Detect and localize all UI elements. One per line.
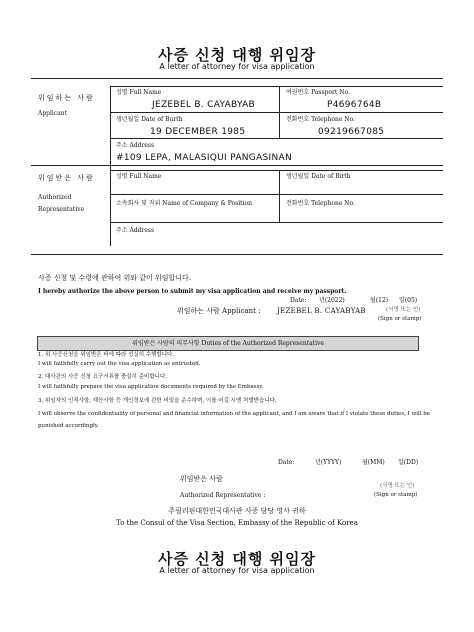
authorization-date-label: Date: xyxy=(290,297,307,304)
rep-sign-label-en: Authorized Representative : xyxy=(180,492,266,499)
rep-sign-day: 일(DD) xyxy=(398,459,419,466)
rep-row3-top xyxy=(110,222,443,223)
duty-3-en: I will observe the confidentiality of personal and financial information of the applicant, and I am aware that if I violate these duties, I will be punished accordingly. xyxy=(38,411,431,429)
authorization-day: 일(05) xyxy=(399,297,418,304)
section-divider xyxy=(31,165,443,166)
rep-sign-en: (Sign or stamp) xyxy=(374,492,418,498)
authorization-sign-en: (Sign or stamp) xyxy=(378,316,422,322)
rep-dob-label: 생년월일 Date of Birth xyxy=(286,173,351,180)
duty-2-en: I will faithfully prepare the visa application documents required by the Embassy. xyxy=(38,384,264,390)
authorization-statement-en: I hereby authorize the above person to submit my visa application and receive my passport. xyxy=(38,288,347,295)
consul-line-en: To the Consul of the Visa Section, Embassy of the Republic of Korea xyxy=(116,519,358,527)
rep-sign-kr: (서명 또는 인) xyxy=(380,483,415,489)
rep-sign-month: 월(MM) xyxy=(362,459,385,466)
rep-sign-date-label: Date: xyxy=(278,459,295,466)
applicant-row1-top xyxy=(110,86,443,87)
applicant-tel: 09219667085 xyxy=(318,127,385,137)
applicant-full-name-label: 성명 Full Name xyxy=(116,89,162,96)
representative-section-kr: 위임받은 사람 xyxy=(38,174,95,182)
applicant-row3-top xyxy=(110,138,443,139)
page-subtitle: A letter of attorney for visa application xyxy=(159,62,315,71)
rep-tel-label: 전화번호 Telephone No. xyxy=(286,200,355,207)
footer-title: 사증 신청 대행 위임장 xyxy=(157,550,317,568)
authorization-sign-kr: (서명 또는 인) xyxy=(386,307,421,313)
rep-mid-divider xyxy=(279,170,280,222)
rep-company-label: 소속회사 및 직위 Name of Company & Position xyxy=(116,200,252,207)
rep-row1-top xyxy=(110,170,443,171)
authorization-applicant-name: JEZEBEL B. CAYABYAB xyxy=(277,307,366,315)
rep-address-label: 주소 Address xyxy=(116,227,155,234)
applicant-section-kr: 위임하는 사람 xyxy=(38,94,95,102)
applicant-address-label: 주소 Address xyxy=(116,142,155,149)
applicant-full-name: JEZEBEL B. CAYABYAB xyxy=(152,100,256,110)
authorization-applicant-label: 위임하는 사람 Applicant : xyxy=(177,307,261,315)
rep-row2-top xyxy=(110,194,443,195)
page-title: 사증 신청 대행 위임장 xyxy=(157,46,317,64)
applicant-passport-no: P4696764B xyxy=(327,100,382,110)
duties-header: 위임받은 사람의 의무사항 Duties of the Authorized Representative xyxy=(37,336,419,351)
applicant-row2-top xyxy=(110,112,443,113)
applicant-dob: 19 DECEMBER 1985 xyxy=(150,127,246,137)
duty-1-kr: 1. 위 사증신청을 위임받은 바에 따라 성실히 수행합니다. xyxy=(38,352,175,358)
rep-sign-label-kr: 위임받은 사람 xyxy=(180,475,223,483)
authorization-year: 년(2022) xyxy=(319,297,345,304)
consul-line-kr: 주필리핀대한민국대사관 사증 담당 영사 귀하 xyxy=(168,507,306,515)
applicant-dob-label: 생년월일 Date of Burth xyxy=(116,116,183,123)
table-bottom-border xyxy=(31,254,443,255)
applicant-mid-divider xyxy=(279,86,280,138)
authorization-statement-kr: 사증 신청 및 수령에 관하여 위와 같이 위임합니다. xyxy=(38,274,192,282)
authorization-month: 월(12) xyxy=(370,297,389,304)
applicant-tel-label: 전화번호 Telephone No. xyxy=(286,116,355,123)
table-top-border xyxy=(31,78,443,79)
rep-sign-year: 년(YYYY) xyxy=(315,459,342,466)
rep-full-name-label: 성명 Full Name xyxy=(116,173,162,180)
duty-3-kr: 3. 위임자의 인적사항, 재산사항 등 개인정보에 관한 비밀을 준수하며, 이를 어길 시엔 처벌받습니다. xyxy=(38,398,277,404)
applicant-section-en: Applicant xyxy=(38,110,68,117)
applicant-passport-label: 여권번호 Passport No. xyxy=(286,89,350,96)
representative-section-en-1: Authorized xyxy=(38,194,72,201)
duty-2-kr: 2. 대사관의 사증 신청 요구서류를 충실히 준비합니다. xyxy=(38,374,168,380)
footer-subtitle: A letter of attorney for visa application xyxy=(159,566,315,575)
duty-1-en: I will faithfully carry out the visa application as entrusted. xyxy=(38,361,201,367)
representative-section-en-2: Representative xyxy=(38,206,85,213)
applicant-address: #109 LEPA, MALASIQUI PANGASINAN xyxy=(116,153,293,163)
